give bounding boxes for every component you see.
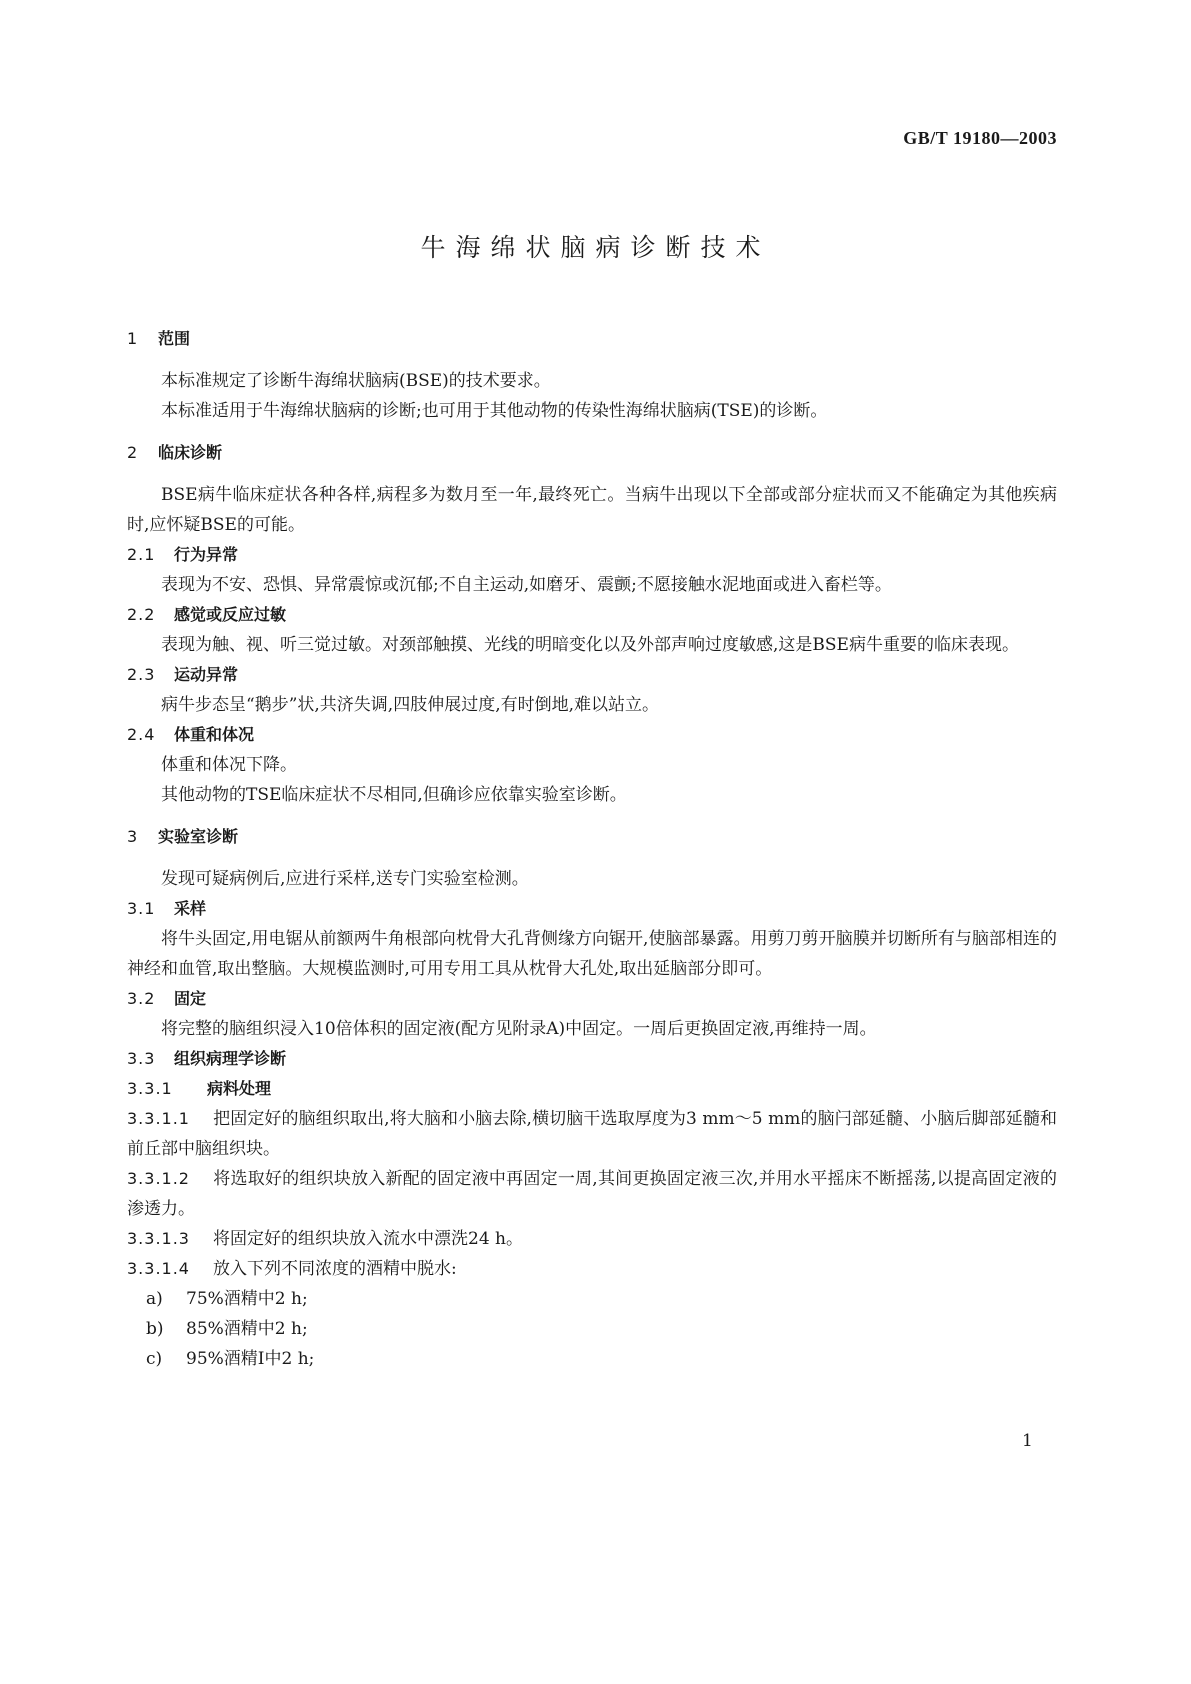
subsection-heading-2-4: 2.4 体重和体况 bbox=[127, 725, 255, 744]
subsection-heading-3-2: 3.2 固定 bbox=[127, 989, 207, 1008]
standard-code: GB/T 19180—2003 bbox=[903, 128, 1057, 148]
paragraph: 将牛头固定,用电锯从前额两牛角根部向枕骨大孔背侧缘方向锯开,使脑部暴露。用剪刀剪开脑膜并切断所有与脑部相连的神经和血管,取出整脑。大规模监测时,可用专用工具从枕骨大孔处,取出延脑部分即可。 bbox=[127, 929, 1057, 979]
section-heading-2: 2 临床诊断 bbox=[127, 443, 223, 462]
paragraph: 表现为不安、恐惧、异常震惊或沉郁;不自主运动,如磨牙、震颤;不愿接触水泥地面或进入畜栏等。 bbox=[161, 575, 892, 595]
document-body bbox=[127, 324, 1057, 1374]
list-item: b) 85%酒精中2 h; bbox=[146, 1319, 308, 1339]
list-item: a) 75%酒精中2 h; bbox=[146, 1289, 308, 1309]
paragraph: 本标准规定了诊断牛海绵状脑病(BSE)的技术要求。 bbox=[161, 371, 551, 391]
subsection-heading-3-3: 3.3 组织病理学诊断 bbox=[127, 1049, 287, 1068]
list-item: c) 95%酒精Ⅰ中2 h; bbox=[146, 1349, 315, 1369]
paragraph: 病牛步态呈“鹅步”状,共济失调,四肢伸展过度,有时倒地,难以站立。 bbox=[161, 695, 659, 715]
paragraph: 将完整的脑组织浸入10倍体积的固定液(配方见附录A)中固定。一周后更换固定液,再维持一周。 bbox=[161, 1019, 877, 1039]
numbered-paragraph: 3.3.1.2 将选取好的组织块放入新配的固定液中再固定一周,其间更换固定液三次,并用水平摇床不断摇荡,以提高固定液的渗透力。 bbox=[127, 1169, 1057, 1219]
section-heading-1: 1 范围 bbox=[127, 329, 191, 348]
numbered-paragraph: 3.3.1.1 把固定好的脑组织取出,将大脑和小脑去除,横切脑干选取厚度为3 mm～5 mm的脑闩部延髓、小脑后脚部延髓和前丘部中脑组织块。 bbox=[127, 1109, 1057, 1159]
subsection-heading-2-2: 2.2 感觉或反应过敏 bbox=[127, 605, 287, 624]
subsection-heading-2-1: 2.1 行为异常 bbox=[127, 545, 239, 564]
page-number: 1 bbox=[1022, 1431, 1033, 1451]
paragraph: 发现可疑病例后,应进行采样,送专门实验室检测。 bbox=[161, 869, 529, 889]
subsection-heading-3-1: 3.1 采样 bbox=[127, 899, 207, 918]
paragraph: BSE病牛临床症状各种各样,病程多为数月至一年,最终死亡。当病牛出现以下全部或部分症状而又不能确定为其他疾病时,应怀疑BSE的可能。 bbox=[127, 485, 1057, 535]
numbered-paragraph: 3.3.1.3 将固定好的组织块放入流水中漂洗24 h。 bbox=[127, 1229, 523, 1249]
paragraph: 体重和体况下降。 bbox=[161, 755, 297, 775]
numbered-paragraph: 3.3.1.4 放入下列不同浓度的酒精中脱水: bbox=[127, 1259, 457, 1279]
paragraph: 其他动物的TSE临床症状不尽相同,但确诊应依靠实验室诊断。 bbox=[161, 785, 627, 805]
subsection-heading-2-3: 2.3 运动异常 bbox=[127, 665, 239, 684]
subsection-heading-3-3-1: 3.3.1 病料处理 bbox=[127, 1079, 272, 1098]
section-heading-3: 3 实验室诊断 bbox=[127, 827, 239, 846]
document-title: 牛海绵状脑病诊断技术 bbox=[420, 233, 771, 262]
paragraph: 表现为触、视、听三觉过敏。对颈部触摸、光线的明暗变化以及外部声响过度敏感,这是BSE病牛重要的临床表现。 bbox=[161, 635, 1019, 655]
paragraph: 本标准适用于牛海绵状脑病的诊断;也可用于其他动物的传染性海绵状脑病(TSE)的诊断。 bbox=[161, 401, 828, 421]
